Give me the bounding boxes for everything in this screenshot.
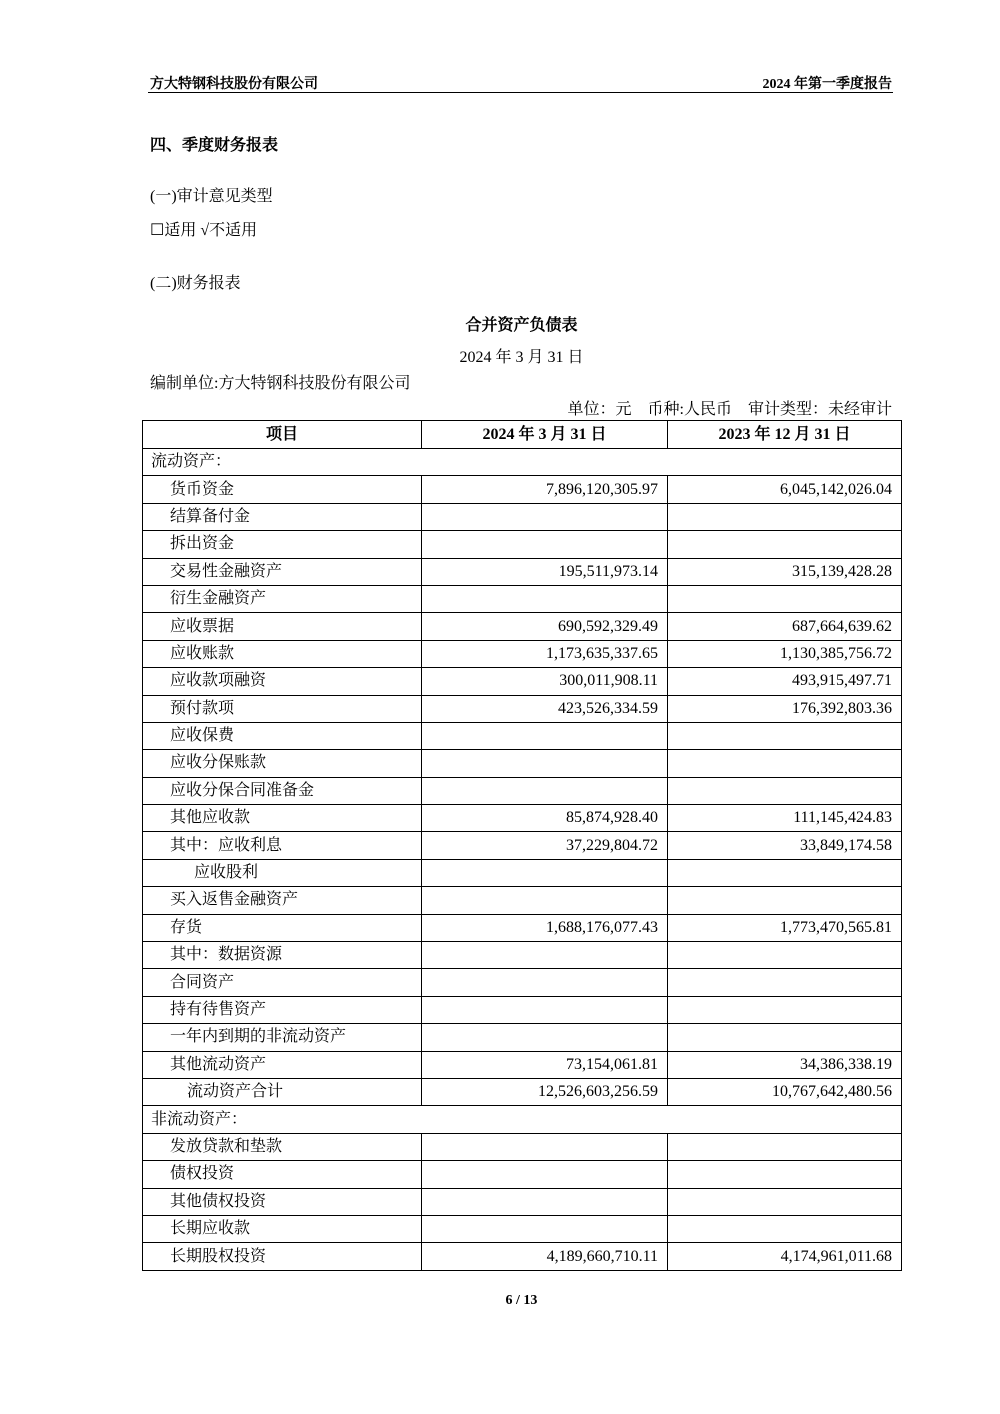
table-row (143, 1243, 902, 1270)
header-divider (148, 92, 893, 93)
value-prior: 6,045,142,026.04 (668, 476, 902, 503)
value-current (422, 1188, 668, 1215)
value-current: 85,874,928.40 (422, 805, 668, 832)
value-prior (668, 585, 902, 612)
value-current (422, 996, 668, 1023)
value-prior: 1,773,470,565.81 (668, 914, 902, 941)
value-current (422, 1161, 668, 1188)
table-row (143, 1078, 902, 1105)
value-current: 7,896,120,305.97 (422, 476, 668, 503)
value-current (422, 585, 668, 612)
value-current: 12,526,603,256.59 (422, 1078, 668, 1105)
row-label: 应收股利 (143, 859, 422, 886)
value-current: 195,511,973.14 (422, 558, 668, 585)
row-label: 衍生金融资产 (143, 585, 422, 612)
row-label: 预付款项 (143, 695, 422, 722)
table-section-row (143, 449, 902, 476)
row-label: 买入返售金融资产 (143, 887, 422, 914)
value-current: 1,688,176,077.43 (422, 914, 668, 941)
value-current (422, 531, 668, 558)
row-label: 发放贷款和垫款 (143, 1133, 422, 1160)
row-label: 应收保费 (143, 722, 422, 749)
table-row (143, 1188, 902, 1215)
value-current: 423,526,334.59 (422, 695, 668, 722)
unit-line: 单位：元 币种:人民币 审计类型：未经审计 (567, 401, 892, 418)
value-prior: 1,130,385,756.72 (668, 640, 902, 667)
table-section-row (143, 1106, 902, 1133)
value-prior (668, 969, 902, 996)
table-row (143, 476, 902, 503)
value-current: 1,173,635,337.65 (422, 640, 668, 667)
row-label: 债权投资 (143, 1161, 422, 1188)
value-prior (668, 777, 902, 804)
table-row (143, 668, 902, 695)
value-prior (668, 996, 902, 1023)
value-prior: 33,849,174.58 (668, 832, 902, 859)
row-label: 结算备付金 (143, 503, 422, 530)
audit-opinion-options: ☐适用 √不适用 (150, 222, 258, 239)
table-header-row (143, 421, 902, 449)
section-label: 非流动资产： (143, 1106, 902, 1133)
table-row (143, 531, 902, 558)
column-header-prior: 2023 年 12 月 31 日 (668, 421, 902, 449)
compiler-line: 编制单位:方大特钢科技股份有限公司 (150, 375, 411, 392)
table-row (143, 887, 902, 914)
table-row (143, 942, 902, 969)
table-row (143, 558, 902, 585)
value-current (422, 887, 668, 914)
value-prior (668, 750, 902, 777)
table-row (143, 585, 902, 612)
value-prior: 176,392,803.36 (668, 695, 902, 722)
row-label: 存货 (143, 914, 422, 941)
table-body (143, 449, 902, 1271)
row-label: 其他应收款 (143, 805, 422, 832)
value-current (422, 859, 668, 886)
value-prior: 10,767,642,480.56 (668, 1078, 902, 1105)
value-prior (668, 1215, 902, 1242)
audit-opinion-heading: (一)审计意见类型 (150, 188, 273, 205)
value-current (422, 1215, 668, 1242)
table-row (143, 503, 902, 530)
value-prior: 111,145,424.83 (668, 805, 902, 832)
table-row (143, 777, 902, 804)
value-current (422, 942, 668, 969)
header-report-title: 2024 年第一季度报告 (762, 77, 892, 92)
value-current (422, 722, 668, 749)
table-row (143, 1024, 902, 1051)
table-row (143, 859, 902, 886)
value-current (422, 1024, 668, 1051)
value-prior (668, 503, 902, 530)
table-row (143, 1051, 902, 1078)
table-row (143, 640, 902, 667)
table-row (143, 996, 902, 1023)
table-row (143, 750, 902, 777)
table-row (143, 613, 902, 640)
table-row (143, 914, 902, 941)
value-current: 4,189,660,710.11 (422, 1243, 668, 1270)
value-current (422, 969, 668, 996)
value-current: 690,592,329.49 (422, 613, 668, 640)
value-current (422, 1133, 668, 1160)
table-title: 合并资产负债表 (465, 317, 578, 334)
value-current: 73,154,061.81 (422, 1051, 668, 1078)
value-prior (668, 1133, 902, 1160)
table-row (143, 969, 902, 996)
row-label: 持有待售资产 (143, 996, 422, 1023)
value-prior (668, 887, 902, 914)
section-label: 流动资产： (143, 449, 902, 476)
value-current: 300,011,908.11 (422, 668, 668, 695)
column-header-item: 项目 (143, 421, 422, 449)
value-prior: 34,386,338.19 (668, 1051, 902, 1078)
value-prior (668, 1024, 902, 1051)
row-label: 合同资产 (143, 969, 422, 996)
header-company: 方大特钢科技股份有限公司 (150, 77, 318, 92)
table-row (143, 805, 902, 832)
row-label: 其他流动资产 (143, 1051, 422, 1078)
row-label: 货币资金 (143, 476, 422, 503)
statements-heading: (二)财务报表 (150, 275, 241, 292)
value-prior: 493,915,497.71 (668, 668, 902, 695)
row-label: 应收账款 (143, 640, 422, 667)
value-current (422, 503, 668, 530)
row-label: 长期应收款 (143, 1215, 422, 1242)
section-title: 四、季度财务报表 (150, 137, 279, 154)
table-row (143, 1161, 902, 1188)
table-row (143, 1133, 902, 1160)
row-label: 一年内到期的非流动资产 (143, 1024, 422, 1051)
table-date: 2024 年 3 月 31 日 (459, 349, 584, 366)
row-label: 其中：应收利息 (143, 832, 422, 859)
value-prior (668, 722, 902, 749)
value-prior: 315,139,428.28 (668, 558, 902, 585)
page-number: 6 / 13 (505, 1293, 538, 1308)
row-label: 其中：数据资源 (143, 942, 422, 969)
value-current (422, 750, 668, 777)
row-label: 长期股权投资 (143, 1243, 422, 1270)
value-prior (668, 942, 902, 969)
value-prior: 687,664,639.62 (668, 613, 902, 640)
value-prior (668, 1161, 902, 1188)
value-prior (668, 531, 902, 558)
row-label: 应收分保账款 (143, 750, 422, 777)
row-label: 应收款项融资 (143, 668, 422, 695)
row-label: 拆出资金 (143, 531, 422, 558)
table-row (143, 832, 902, 859)
value-prior: 4,174,961,011.68 (668, 1243, 902, 1270)
value-current: 37,229,804.72 (422, 832, 668, 859)
table-row (143, 722, 902, 749)
balance-sheet-table (142, 420, 902, 1271)
value-current (422, 777, 668, 804)
row-label: 其他债权投资 (143, 1188, 422, 1215)
table-row (143, 1215, 902, 1242)
value-prior (668, 859, 902, 886)
row-label: 应收票据 (143, 613, 422, 640)
row-label: 交易性金融资产 (143, 558, 422, 585)
table-row (143, 695, 902, 722)
column-header-current: 2024 年 3 月 31 日 (422, 421, 668, 449)
value-prior (668, 1188, 902, 1215)
row-label: 应收分保合同准备金 (143, 777, 422, 804)
row-label: 流动资产合计 (143, 1078, 422, 1105)
